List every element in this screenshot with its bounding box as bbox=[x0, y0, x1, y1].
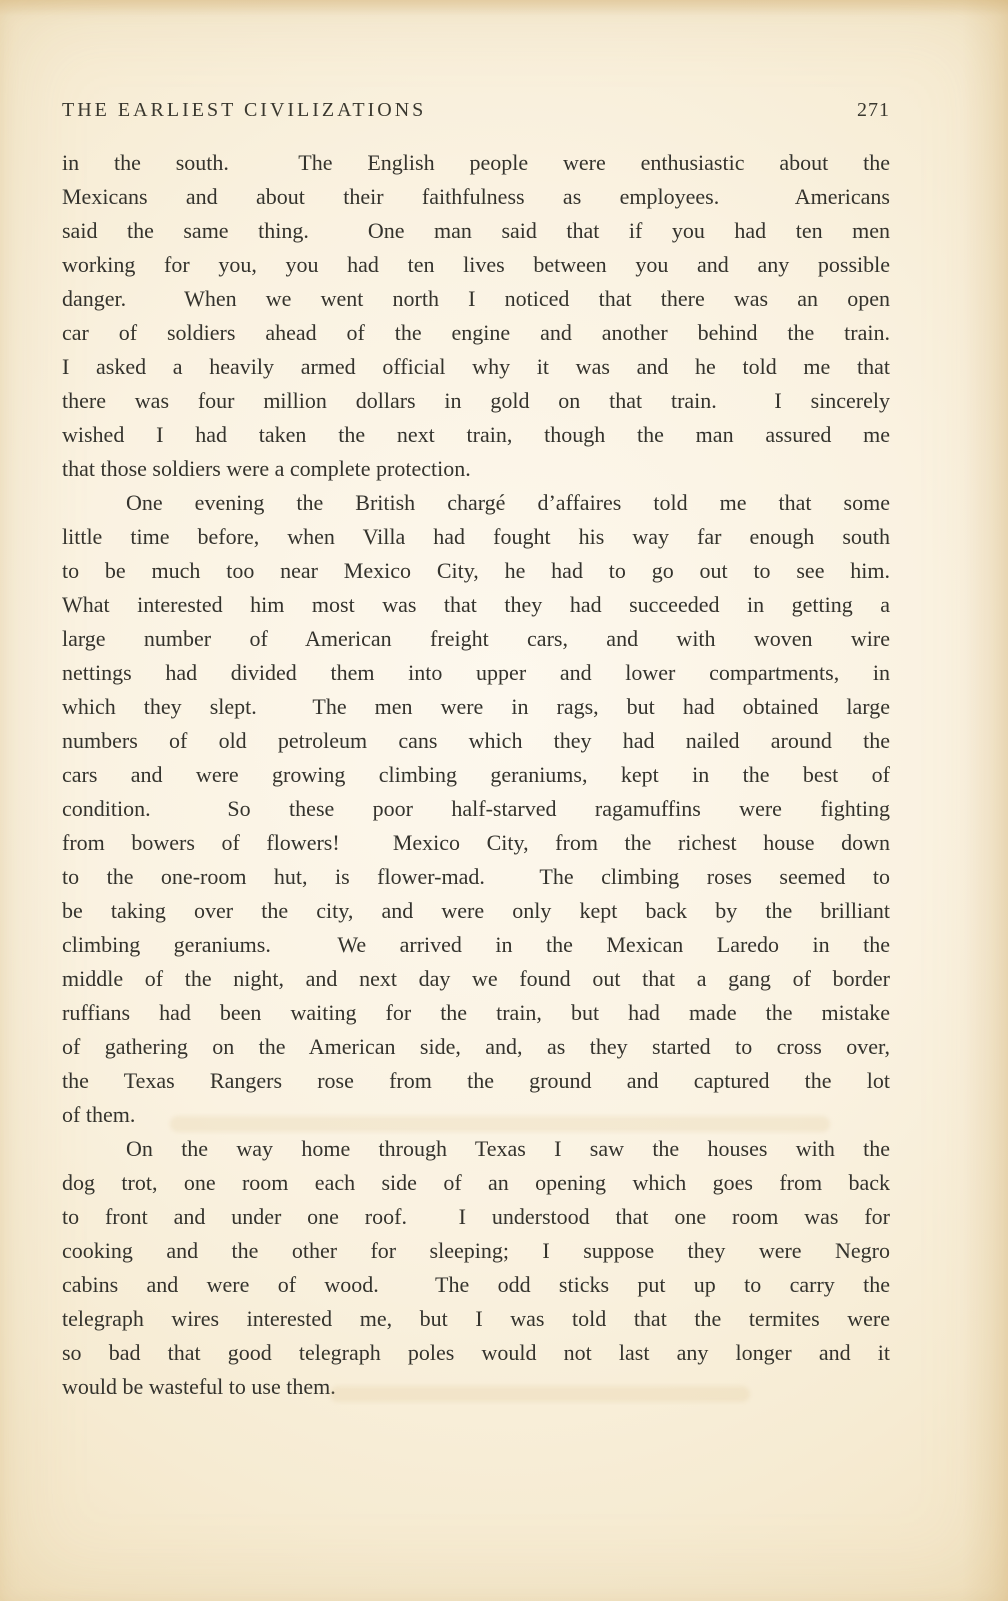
text-line: said the same thing. One man said that if you had ten men bbox=[62, 218, 890, 243]
text-line: of gathering on the American side, and, as they started to cross over, bbox=[62, 1034, 890, 1059]
page-body bbox=[62, 146, 890, 1404]
text-line: telegraph wires interested me, but I was told that the termites were bbox=[62, 1306, 890, 1331]
text-line: so bad that good telegraph poles would not last any longer and it bbox=[62, 1340, 890, 1365]
running-head bbox=[62, 99, 890, 122]
text-line: Mexicans and about their faithfulness as employees. Americans bbox=[62, 184, 890, 209]
text-line: which they slept. The men were in rags, but had obtained large bbox=[62, 694, 890, 719]
text-line: to the one-room hut, is flower-mad. The climbing roses seemed to bbox=[62, 864, 890, 889]
text-line: On the way home through Texas I saw the houses with the bbox=[126, 1136, 890, 1161]
text-line: numbers of old petroleum cans which they had nailed around the bbox=[62, 728, 890, 753]
text-line: from bowers of flowers! Mexico City, from the richest house down bbox=[62, 830, 890, 855]
text-line: ruffians had been waiting for the train, but had made the mistake bbox=[62, 1000, 890, 1025]
text-line: cabins and were of wood. The odd sticks put up to carry the bbox=[62, 1272, 890, 1297]
page-title: THE EARLIEST CIVILIZATIONS bbox=[62, 99, 427, 121]
text-line: danger. When we went north I noticed that there was an open bbox=[62, 286, 890, 311]
text-line: that those soldiers were a complete protection. bbox=[62, 456, 471, 481]
text-line: condition. So these poor half-starved ragamuffins were fighting bbox=[62, 796, 890, 821]
text-line: climbing geraniums. We arrived in the Mexican Laredo in the bbox=[62, 932, 890, 957]
text-line: be taking over the city, and were only kept back by the brilliant bbox=[62, 898, 890, 923]
text-line: What interested him most was that they had succeeded in getting a bbox=[62, 592, 890, 617]
text-line: cars and were growing climbing geraniums, kept in the best of bbox=[62, 762, 890, 787]
text-line: middle of the night, and next day we found out that a gang of border bbox=[62, 966, 890, 991]
page-number: 271 bbox=[857, 99, 890, 121]
text-line: large number of American freight cars, and with woven wire bbox=[62, 626, 890, 651]
text-line: there was four million dollars in gold on that train. I sincerely bbox=[62, 388, 890, 413]
text-line: little time before, when Villa had fought his way far enough south bbox=[62, 524, 890, 549]
text-line: to be much too near Mexico City, he had to go out to see him. bbox=[62, 558, 890, 583]
text-line: to front and under one roof. I understood that one room was for bbox=[62, 1204, 890, 1229]
text-line: of them. bbox=[62, 1102, 136, 1127]
text-line: wished I had taken the next train, though the man assured me bbox=[62, 422, 890, 447]
text-line: working for you, you had ten lives between you and any possible bbox=[62, 252, 890, 277]
text-line: the Texas Rangers rose from the ground and captured the lot bbox=[62, 1068, 890, 1093]
text-line: would be wasteful to use them. bbox=[62, 1374, 336, 1399]
text-line: in the south. The English people were enthusiastic about the bbox=[62, 150, 890, 175]
text-line: cooking and the other for sleeping; I suppose they were Negro bbox=[62, 1238, 890, 1263]
text-line: I asked a heavily armed official why it was and he told me that bbox=[62, 354, 890, 379]
text-line: car of soldiers ahead of the engine and another behind the train. bbox=[62, 320, 890, 345]
text-line: dog trot, one room each side of an opening which goes from back bbox=[62, 1170, 890, 1195]
text-line: One evening the British chargé d’affaires told me that some bbox=[126, 490, 890, 515]
text-line: nettings had divided them into upper and lower compartments, in bbox=[62, 660, 890, 685]
